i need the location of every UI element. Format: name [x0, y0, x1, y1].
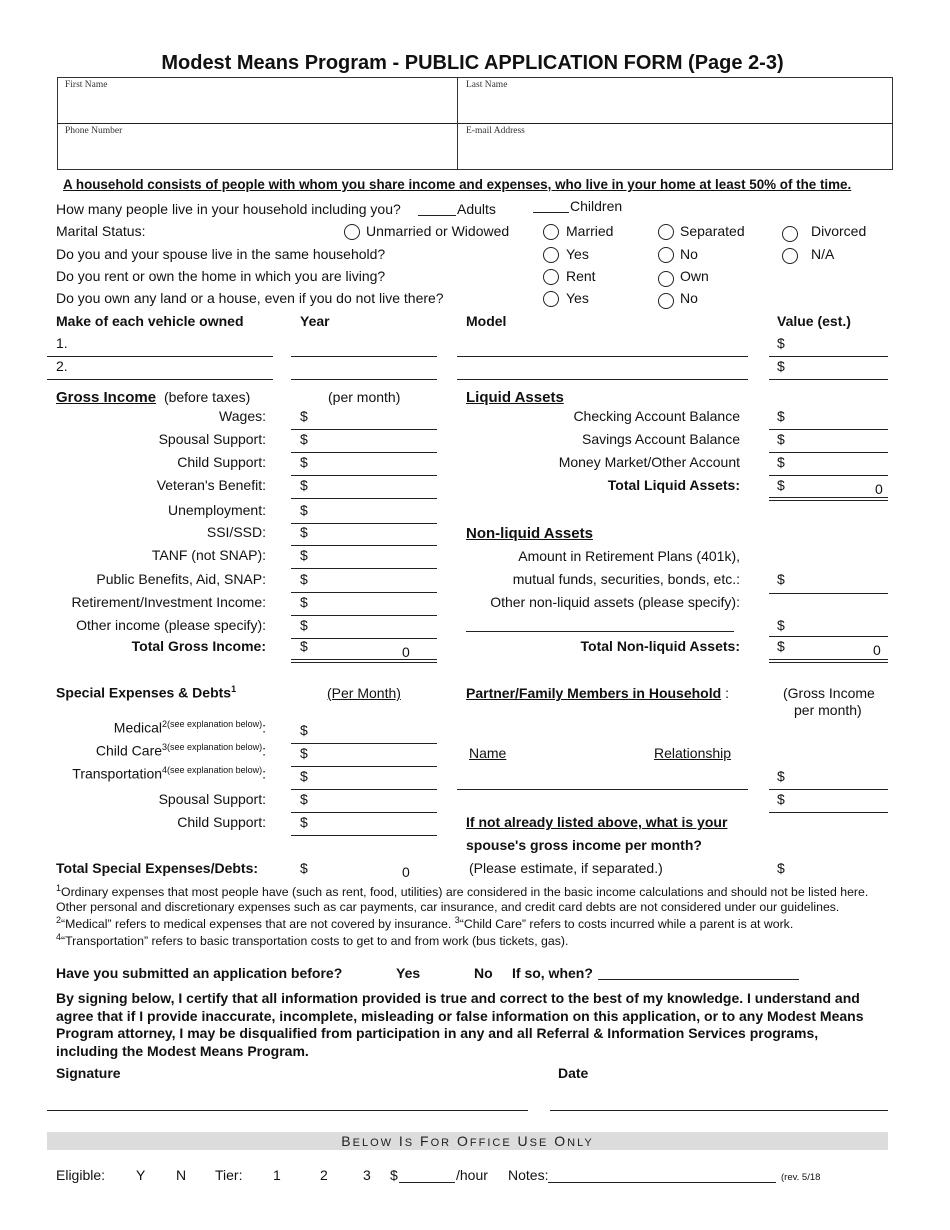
radio-land-yes[interactable] — [543, 291, 559, 307]
tier-3[interactable]: 3 — [363, 1167, 371, 1183]
option-rent: Rent — [566, 268, 596, 284]
total-special-expenses-label: Total Special Expenses/Debts: — [56, 860, 259, 876]
child-support-expense-label: Child Support: — [177, 814, 266, 830]
option-spouse-yes: Yes — [566, 246, 589, 262]
last-name-field[interactable] — [460, 93, 890, 121]
footnote-3-text: “Child Care” refers to costs incurred while a parent is at work. — [459, 917, 794, 932]
retirement-input-line[interactable] — [769, 593, 888, 594]
gross-income-label-7: Public Benefits, Aid, SNAP: — [96, 571, 266, 587]
transportation-currency: $ — [300, 768, 308, 784]
nonliquid-assets-title: Non-liquid Assets — [466, 525, 593, 542]
vehicle-make-header: Make of each vehicle owned — [56, 313, 244, 329]
vehicle-2-model-line[interactable] — [457, 379, 748, 380]
family-row-2-currency: $ — [777, 791, 785, 807]
signature-label: Signature — [56, 1065, 121, 1081]
medical-label — [56, 719, 266, 736]
vehicle-model-header: Model — [466, 313, 507, 329]
radio-own[interactable] — [658, 271, 674, 287]
transportation-colon: : — [262, 765, 266, 782]
office-heading-rest: ELOW — [352, 1137, 394, 1149]
total-special-currency: $ — [300, 860, 308, 876]
footnote-1-num: 1 — [56, 883, 62, 893]
gross-income-label-0: Wages: — [219, 408, 266, 424]
retirement-plans-label-1: Amount in Retirement Plans (401k), — [518, 548, 740, 564]
vehicle-1-make-line[interactable] — [47, 356, 273, 357]
family-gross-income-2: per month) — [794, 702, 862, 718]
gross-income-label-5: SSI/SSD: — [206, 524, 266, 540]
gross-income-currency-1: $ — [300, 431, 308, 447]
office-use-heading — [341, 1133, 593, 1149]
family-members-title — [466, 685, 729, 701]
retirement-plans-label-2: mutual funds, securities, bonds, etc.: — [512, 571, 740, 587]
total-gross-currency: $ — [300, 638, 308, 654]
children-input[interactable] — [533, 212, 569, 213]
child-care-input-line[interactable] — [291, 766, 437, 767]
eligible-no[interactable]: N — [176, 1167, 187, 1183]
savings-input-line[interactable] — [769, 452, 888, 453]
gross-income-subtitle: (before taxes) — [163, 389, 251, 405]
transportation-input-line[interactable] — [291, 789, 437, 790]
total-gross-underline — [291, 659, 437, 663]
gross-income-currency-8: $ — [300, 594, 308, 610]
rate-currency: $ — [390, 1167, 398, 1183]
medical-input-line[interactable] — [291, 743, 437, 744]
child-care-currency: $ — [300, 745, 308, 761]
footnote-3-num: 3 — [454, 915, 460, 925]
option-land-yes: Yes — [566, 290, 589, 306]
revision-note: (rev. 5/18 — [781, 1172, 821, 1183]
transportation-label-text: Transportation — [72, 765, 163, 782]
special-expenses-sup: 1 — [231, 684, 237, 694]
date-label: Date — [558, 1065, 589, 1081]
eligible-yes[interactable]: Y — [136, 1167, 146, 1183]
total-special-expenses-value: 0 — [402, 864, 410, 880]
radio-spouse-na[interactable] — [782, 248, 798, 264]
family-row-1-income-line[interactable] — [769, 789, 888, 790]
email-label: E-mail Address — [466, 126, 525, 136]
contact-box-vdivider — [457, 77, 458, 170]
family-row-1-currency: $ — [777, 768, 785, 784]
transportation-sup: 4(see explanation below) — [162, 765, 263, 775]
medical-currency: $ — [300, 722, 308, 738]
spousal-support-expense-currency: $ — [300, 791, 308, 807]
gross-income-label-2: Child Support: — [177, 454, 266, 470]
child-care-sup: 3(see explanation below) — [162, 742, 263, 752]
footnote-4 — [56, 932, 568, 948]
family-gross-income-1: (Gross Income — [783, 685, 875, 701]
household-definition: A household consists of people with whom you share income and expenses, who live in your home at least 50% of the time. — [63, 177, 852, 192]
transportation-label — [56, 765, 266, 782]
other-nonliquid-currency: $ — [777, 617, 785, 633]
liquid-assets-title: Liquid Assets — [466, 389, 564, 406]
option-own: Own — [680, 268, 709, 284]
office-heading-initial: I — [398, 1133, 405, 1149]
phone-label: Phone Number — [65, 126, 123, 136]
total-gross-income-value: 0 — [402, 644, 410, 660]
page-title: Modest Means Program - PUBLIC APPLICATION FORM (Page 2-3) — [161, 52, 784, 74]
vehicle-2-value-line[interactable] — [769, 379, 888, 380]
prior-application-no[interactable]: No — [474, 965, 493, 981]
total-gross-income-label: Total Gross Income: — [131, 638, 266, 654]
rent-own-label: Do you rent or own the home in which you are living? — [56, 268, 386, 284]
office-use-banner — [47, 1132, 888, 1150]
gross-income-input-0[interactable] — [291, 429, 437, 430]
child-care-label-text: Child Care — [95, 742, 163, 759]
option-married: Married — [566, 223, 614, 239]
office-heading-initial: B — [341, 1133, 353, 1149]
contact-box-divider — [57, 123, 893, 124]
email-field[interactable] — [460, 139, 890, 167]
office-heading-initial: O — [554, 1133, 568, 1149]
gross-income-label-4: Unemployment: — [167, 502, 266, 518]
phone-field[interactable] — [60, 139, 454, 167]
retirement-currency: $ — [777, 571, 785, 587]
gross-income-input-6[interactable] — [291, 568, 437, 569]
gross-income-currency-6: $ — [300, 547, 308, 563]
vehicle-year-header: Year — [300, 313, 330, 329]
spouse-income-currency: $ — [777, 860, 785, 876]
footnote-1 — [56, 883, 868, 899]
option-unmarried: Unmarried or Widowed — [366, 223, 510, 239]
option-spouse-na: N/A — [811, 246, 835, 262]
option-divorced: Divorced — [811, 223, 867, 239]
rate-input-line[interactable] — [399, 1182, 455, 1183]
spousal-support-expense-label: Spousal Support: — [158, 791, 266, 807]
other-nonliquid-specify-line[interactable] — [466, 631, 734, 632]
family-members-colon: : — [725, 685, 730, 701]
notes-input-line[interactable] — [548, 1182, 776, 1183]
gross-income-currency-0: $ — [300, 408, 308, 424]
radio-divorced[interactable] — [782, 226, 798, 242]
option-separated: Separated — [680, 223, 745, 239]
vehicle-value-header: Value (est.) — [777, 313, 851, 329]
vehicle-1-value-line[interactable] — [769, 356, 888, 357]
gross-income-currency-7: $ — [300, 571, 308, 587]
money-market-input-line[interactable] — [769, 475, 888, 476]
checking-input-line[interactable] — [769, 429, 888, 430]
spouse-income-question-2: spouse's gross income per month? — [466, 837, 702, 853]
office-heading-rest: SE — [529, 1137, 549, 1149]
medical-sup: 2(see explanation below) — [162, 719, 263, 729]
footnote-2-text: “Medical” refers to medical expenses that are not covered by insurance. — [61, 917, 452, 932]
office-heading-rest: FFICE — [469, 1137, 512, 1149]
medical-label-text: Medical — [113, 719, 163, 736]
gross-income-currency-5: $ — [300, 524, 308, 540]
notes-label: Notes: — [508, 1167, 549, 1183]
vehicle-1-year-line[interactable] — [291, 356, 437, 357]
radio-married[interactable] — [543, 224, 559, 240]
footnote-4-text: “Transportation” refers to basic transportation costs to get to and from work (bus tickets, gas). — [61, 934, 569, 949]
prior-application-yes[interactable]: Yes — [396, 965, 421, 981]
total-nonliquid-underline — [769, 659, 888, 663]
office-heading-initial: F — [420, 1133, 431, 1149]
adults-input[interactable] — [418, 215, 456, 216]
family-row-1-line[interactable] — [457, 789, 748, 790]
gross-income-currency-4: $ — [300, 502, 308, 518]
household-question: How many people live in your household including you? — [56, 201, 401, 217]
tier-2[interactable]: 2 — [320, 1167, 328, 1183]
first-name-label: First Name — [65, 80, 108, 90]
money-market-currency: $ — [777, 454, 785, 470]
prior-application-question: Have you submitted an application before? — [56, 965, 343, 981]
money-market-label: Money Market/Other Account — [558, 454, 740, 470]
spousal-support-expense-line[interactable] — [291, 812, 437, 813]
medical-colon: : — [262, 719, 266, 736]
vehicle-row-1: 1. — [56, 335, 68, 351]
eligible-label: Eligible: — [56, 1167, 106, 1183]
gross-income-input-1[interactable] — [291, 452, 437, 453]
vehicle-2-currency: $ — [777, 358, 785, 374]
gross-income-input-9[interactable] — [291, 638, 437, 639]
gross-income-input-4[interactable] — [291, 523, 437, 524]
radio-rent[interactable] — [543, 269, 559, 285]
land-label: Do you own any land or a house, even if you do not live there? — [56, 290, 444, 306]
option-spouse-no: No — [680, 246, 698, 262]
checking-currency: $ — [777, 408, 785, 424]
total-liquid-label: Total Liquid Assets: — [607, 477, 740, 493]
rate-per-hour: /hour — [456, 1167, 488, 1183]
prior-application-when-label: If so, when? — [512, 965, 593, 981]
family-name-header: Name — [469, 745, 507, 761]
footnote-2-num: 2 — [56, 915, 62, 925]
tier-label: Tier: — [215, 1167, 243, 1183]
office-heading-initial: O — [456, 1133, 470, 1149]
last-name-label: Last Name — [466, 80, 508, 90]
special-expenses-title — [56, 684, 236, 701]
footnote-4-num: 4 — [56, 932, 62, 942]
radio-spouse-no[interactable] — [658, 247, 674, 263]
office-heading-rest: NLY — [567, 1137, 594, 1149]
office-heading-rest: S — [404, 1137, 415, 1149]
date-line[interactable] — [550, 1110, 888, 1111]
other-nonliquid-input-line[interactable] — [769, 636, 888, 637]
special-expenses-period: (Per Month) — [327, 685, 401, 701]
savings-balance-label: Savings Account Balance — [582, 431, 740, 447]
first-name-field[interactable] — [60, 93, 454, 121]
radio-land-no[interactable] — [658, 293, 674, 309]
checking-balance-label: Checking Account Balance — [573, 408, 740, 424]
gross-income-label-3: Veteran's Benefit: — [156, 477, 266, 493]
gross-income-currency-3: $ — [300, 477, 308, 493]
adults-label: Adults — [457, 201, 496, 217]
total-nonliquid-label: Total Non-liquid Assets: — [580, 638, 740, 654]
signature-line[interactable] — [47, 1110, 528, 1111]
family-members-title-text: Partner/Family Members in Household — [466, 685, 722, 701]
certification-text: By signing below, I certify that all information provided is true and correct to the best of my knowledge. I understand and agree that if I provide inaccurate, incomplete, misleading or false information on this application, or to any Modest Means Program attorney, I may be disqualified from participation in any and all Referral & Information Services programs, including the Modest Means Program. — [56, 990, 864, 1059]
spouse-household-label: Do you and your spouse live in the same household? — [56, 246, 386, 262]
gross-income-title: Gross Income — [56, 389, 157, 406]
gross-income-label-8: Retirement/Investment Income: — [71, 594, 266, 610]
spouse-estimate-note: (Please estimate, if separated.) — [469, 860, 663, 876]
radio-spouse-yes[interactable] — [543, 247, 559, 263]
gross-income-label-9: Other income (please specify): — [76, 617, 266, 633]
spouse-income-question-1: If not already listed above, what is your — [466, 814, 728, 830]
gross-income-label-1: Spousal Support: — [158, 431, 266, 447]
gross-income-input-8[interactable] — [291, 615, 437, 616]
special-expenses-title-text: Special Expenses & Debts — [56, 684, 232, 701]
total-liquid-currency: $ — [777, 477, 785, 493]
tier-1[interactable]: 1 — [273, 1167, 281, 1183]
family-row-2-income-line[interactable] — [769, 812, 888, 813]
total-nonliquid-currency: $ — [777, 638, 785, 654]
total-liquid-value: 0 — [875, 481, 883, 497]
other-nonliquid-label: Other non-liquid assets (please specify): — [490, 594, 740, 610]
total-nonliquid-value: 0 — [873, 642, 881, 658]
gross-income-label-6: TANF (not SNAP): — [151, 547, 266, 563]
footnote-1-text: Ordinary expenses that most people have (such as rent, food, utilities) are considered in the basic income calculations and should not be listed here. — [61, 885, 869, 900]
radio-unmarried[interactable] — [344, 224, 360, 240]
vehicle-2-year-line[interactable] — [291, 379, 437, 380]
gross-income-header — [56, 389, 250, 406]
gross-income-input-2[interactable] — [291, 475, 437, 476]
footnote-1b: Other personal and discretionary expenses such as car payments, car insurance, and credit card debts are not considered under our guidelines. — [56, 900, 840, 914]
child-support-expense-currency: $ — [300, 814, 308, 830]
total-liquid-underline — [769, 497, 888, 501]
children-label: Children — [570, 198, 623, 214]
gross-income-input-5[interactable] — [291, 545, 437, 546]
gross-income-currency-9: $ — [300, 617, 308, 633]
option-land-no: No — [680, 290, 698, 306]
vehicle-1-currency: $ — [777, 335, 785, 351]
radio-separated[interactable] — [658, 224, 674, 240]
child-care-label — [56, 742, 266, 759]
child-support-expense-line[interactable] — [291, 835, 437, 836]
marital-status-label: Marital Status: — [56, 223, 146, 239]
office-heading-rest: OR — [430, 1137, 452, 1149]
child-care-colon: : — [262, 742, 266, 759]
office-heading-initial: U — [517, 1133, 530, 1149]
prior-application-when-input[interactable] — [598, 979, 799, 980]
gross-income-currency-2: $ — [300, 454, 308, 470]
vehicle-2-make-line[interactable] — [47, 379, 273, 380]
footnote-2-3 — [56, 915, 793, 931]
vehicle-row-2: 2. — [56, 358, 68, 374]
family-relationship-header: Relationship — [654, 745, 732, 761]
vehicle-1-model-line[interactable] — [457, 356, 748, 357]
savings-currency: $ — [777, 431, 785, 447]
gross-income-period: (per month) — [328, 389, 401, 405]
gross-income-input-7[interactable] — [291, 592, 437, 593]
gross-income-input-3[interactable] — [291, 498, 437, 499]
